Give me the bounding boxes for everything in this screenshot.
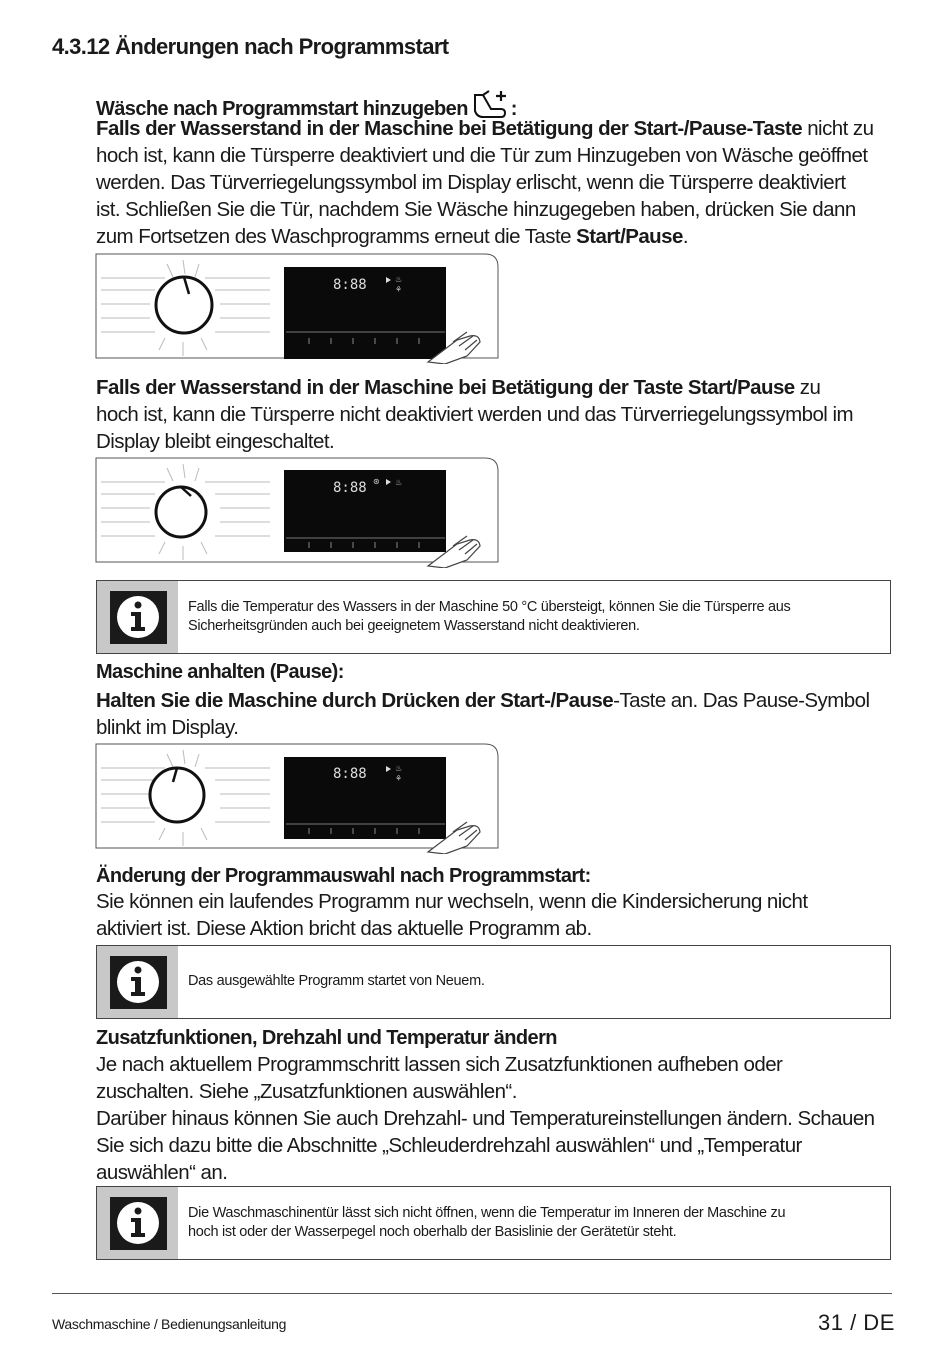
control-panel-illustration-3 <box>95 742 501 854</box>
options-line-4: Sie sich dazu bitte die Abschnitte „Schleuderdrehzahl auswählen“ und „Temperatur <box>96 1134 802 1157</box>
program-knob <box>156 487 206 537</box>
info-note-1 <box>96 580 891 654</box>
locked-paragraph <box>96 374 896 455</box>
add-laundry-lead-rest: nicht zu <box>802 117 874 140</box>
footer-document-title: Waschmaschine / Bedienungsanleitung <box>52 1316 287 1332</box>
info-icon-box <box>97 946 178 1018</box>
pause-lead-rest: -Taste an. Das Pause-Symbol <box>613 689 870 712</box>
program-change-line-2: aktiviert ist. Diese Aktion bricht das aktuelle Programm ab. <box>96 917 592 940</box>
program-knob <box>156 277 212 333</box>
info-note-2 <box>96 945 891 1019</box>
locked-line-3: Display bleibt eingeschaltet. <box>96 430 335 453</box>
add-laundry-line-1 <box>96 115 896 142</box>
locked-line-2: hoch ist, kann die Türsperre nicht deaktiviert werden und das Türverriegelungssymbol im <box>96 403 853 426</box>
info-icon <box>97 946 178 1018</box>
info-note-1-line-2: Sicherheitsgründen auch bei geeignetem Wasserstand nicht deaktivieren. <box>188 618 640 634</box>
svg-text:♨: ♨ <box>395 478 403 487</box>
pause-heading: Maschine anhalten (Pause): <box>96 661 344 683</box>
display-digits: 8:88 <box>333 277 367 293</box>
svg-text:⚘: ⚘ <box>395 285 403 294</box>
info-icon-box <box>97 581 178 653</box>
add-laundry-line-5-post: . <box>682 225 689 248</box>
svg-text:♨: ♨ <box>395 764 403 773</box>
add-laundry-lead-bold: Falls der Wasserstand in der Maschine bei Betätigung der Start-/Pause-Taste <box>96 117 803 140</box>
locked-line-1 <box>96 374 896 401</box>
display-digits: 8:88 <box>333 480 367 496</box>
locked-lead-bold: Falls der Wasserstand in der Maschine bei Betätigung der Taste Start/Pause <box>96 376 795 399</box>
control-panel-illustration-2 <box>95 456 501 568</box>
add-laundry-line-3: werden. Das Türverriegelungssymbol im Display erlischt, wenn die Türsperre deaktiviert <box>96 171 846 194</box>
info-note-1-line-1: Falls die Temperatur des Wassers in der Maschine 50 °C übersteigt, können Sie die Türsperre aus <box>188 599 791 615</box>
pause-paragraph <box>96 687 896 741</box>
options-heading: Zusatzfunktionen, Drehzahl und Temperatur ändern <box>96 1027 557 1049</box>
options-line-5: auswählen“ an. <box>96 1161 228 1184</box>
program-knob <box>150 768 204 822</box>
add-laundry-line-5 <box>96 223 896 250</box>
info-note-3-line-2: hoch ist oder der Wasserpegel noch oberhalb der Basislinie der Gerätetür steht. <box>188 1224 677 1240</box>
svg-text:♨: ♨ <box>395 275 403 284</box>
options-line-1: Je nach aktuellem Programmschritt lassen sich Zusatzfunktionen aufheben oder <box>96 1053 783 1076</box>
pause-line-2: blinkt im Display. <box>96 716 239 739</box>
info-icon <box>97 1187 178 1259</box>
options-line-3: Darüber hinaus können Sie auch Drehzahl- und Temperatureinstellungen ändern. Schauen <box>96 1107 875 1130</box>
pause-lead-bold: Halten Sie die Maschine durch Drücken der Start-/Pause <box>96 689 614 712</box>
info-icon <box>97 581 178 653</box>
program-change-heading: Änderung der Programmauswahl nach Programmstart: <box>96 865 591 887</box>
info-note-1-text <box>188 598 790 636</box>
start-pause-label: Start/Pause <box>576 225 683 248</box>
display-digits: 8:88 <box>333 766 367 782</box>
add-laundry-heading-colon: : <box>510 98 517 120</box>
add-laundry-line-4: ist. Schließen Sie die Tür, nachdem Sie Wäsche hinzugegeben haben, drücken Sie dann <box>96 198 856 221</box>
locked-lead-rest: zu <box>794 376 821 399</box>
add-laundry-line-5-pre: zum Fortsetzen des Waschprogramms erneut die Taste <box>96 225 577 248</box>
info-note-3-line-1: Die Waschmaschinentür lässt sich nicht öffnen, wenn die Temperatur im Inneren der Maschine zu <box>188 1205 786 1221</box>
add-laundry-paragraph <box>96 115 896 250</box>
footer-divider <box>52 1293 892 1294</box>
info-note-3 <box>96 1186 891 1260</box>
pause-line-1 <box>96 687 896 714</box>
footer-page-number: 31 / DE <box>818 1310 895 1335</box>
control-panel-illustration-1 <box>95 252 501 364</box>
add-laundry-line-2: hoch ist, kann die Türsperre deaktiviert und die Tür zum Hinzugeben von Wäsche geöffnet <box>96 144 868 167</box>
section-title: 4.3.12 Änderungen nach Programmstart <box>52 34 449 59</box>
svg-text:⊛: ⊛ <box>373 477 380 486</box>
options-line-2: zuschalten. Siehe „Zusatzfunktionen auswählen“. <box>96 1080 517 1103</box>
info-icon-box <box>97 1187 178 1259</box>
info-note-2-line-1: Das ausgewählte Programm startet von Neuem. <box>188 973 485 989</box>
info-note-2-text <box>188 972 485 991</box>
add-laundry-heading-text: Wäsche nach Programmstart hinzugeben <box>96 98 468 120</box>
options-paragraph <box>96 1051 906 1186</box>
program-change-line-1: Sie können ein laufendes Programm nur wechseln, wenn die Kindersicherung nicht <box>96 890 808 913</box>
program-change-paragraph <box>96 888 896 942</box>
info-note-3-text <box>188 1204 785 1242</box>
svg-text:⚘: ⚘ <box>395 774 403 783</box>
